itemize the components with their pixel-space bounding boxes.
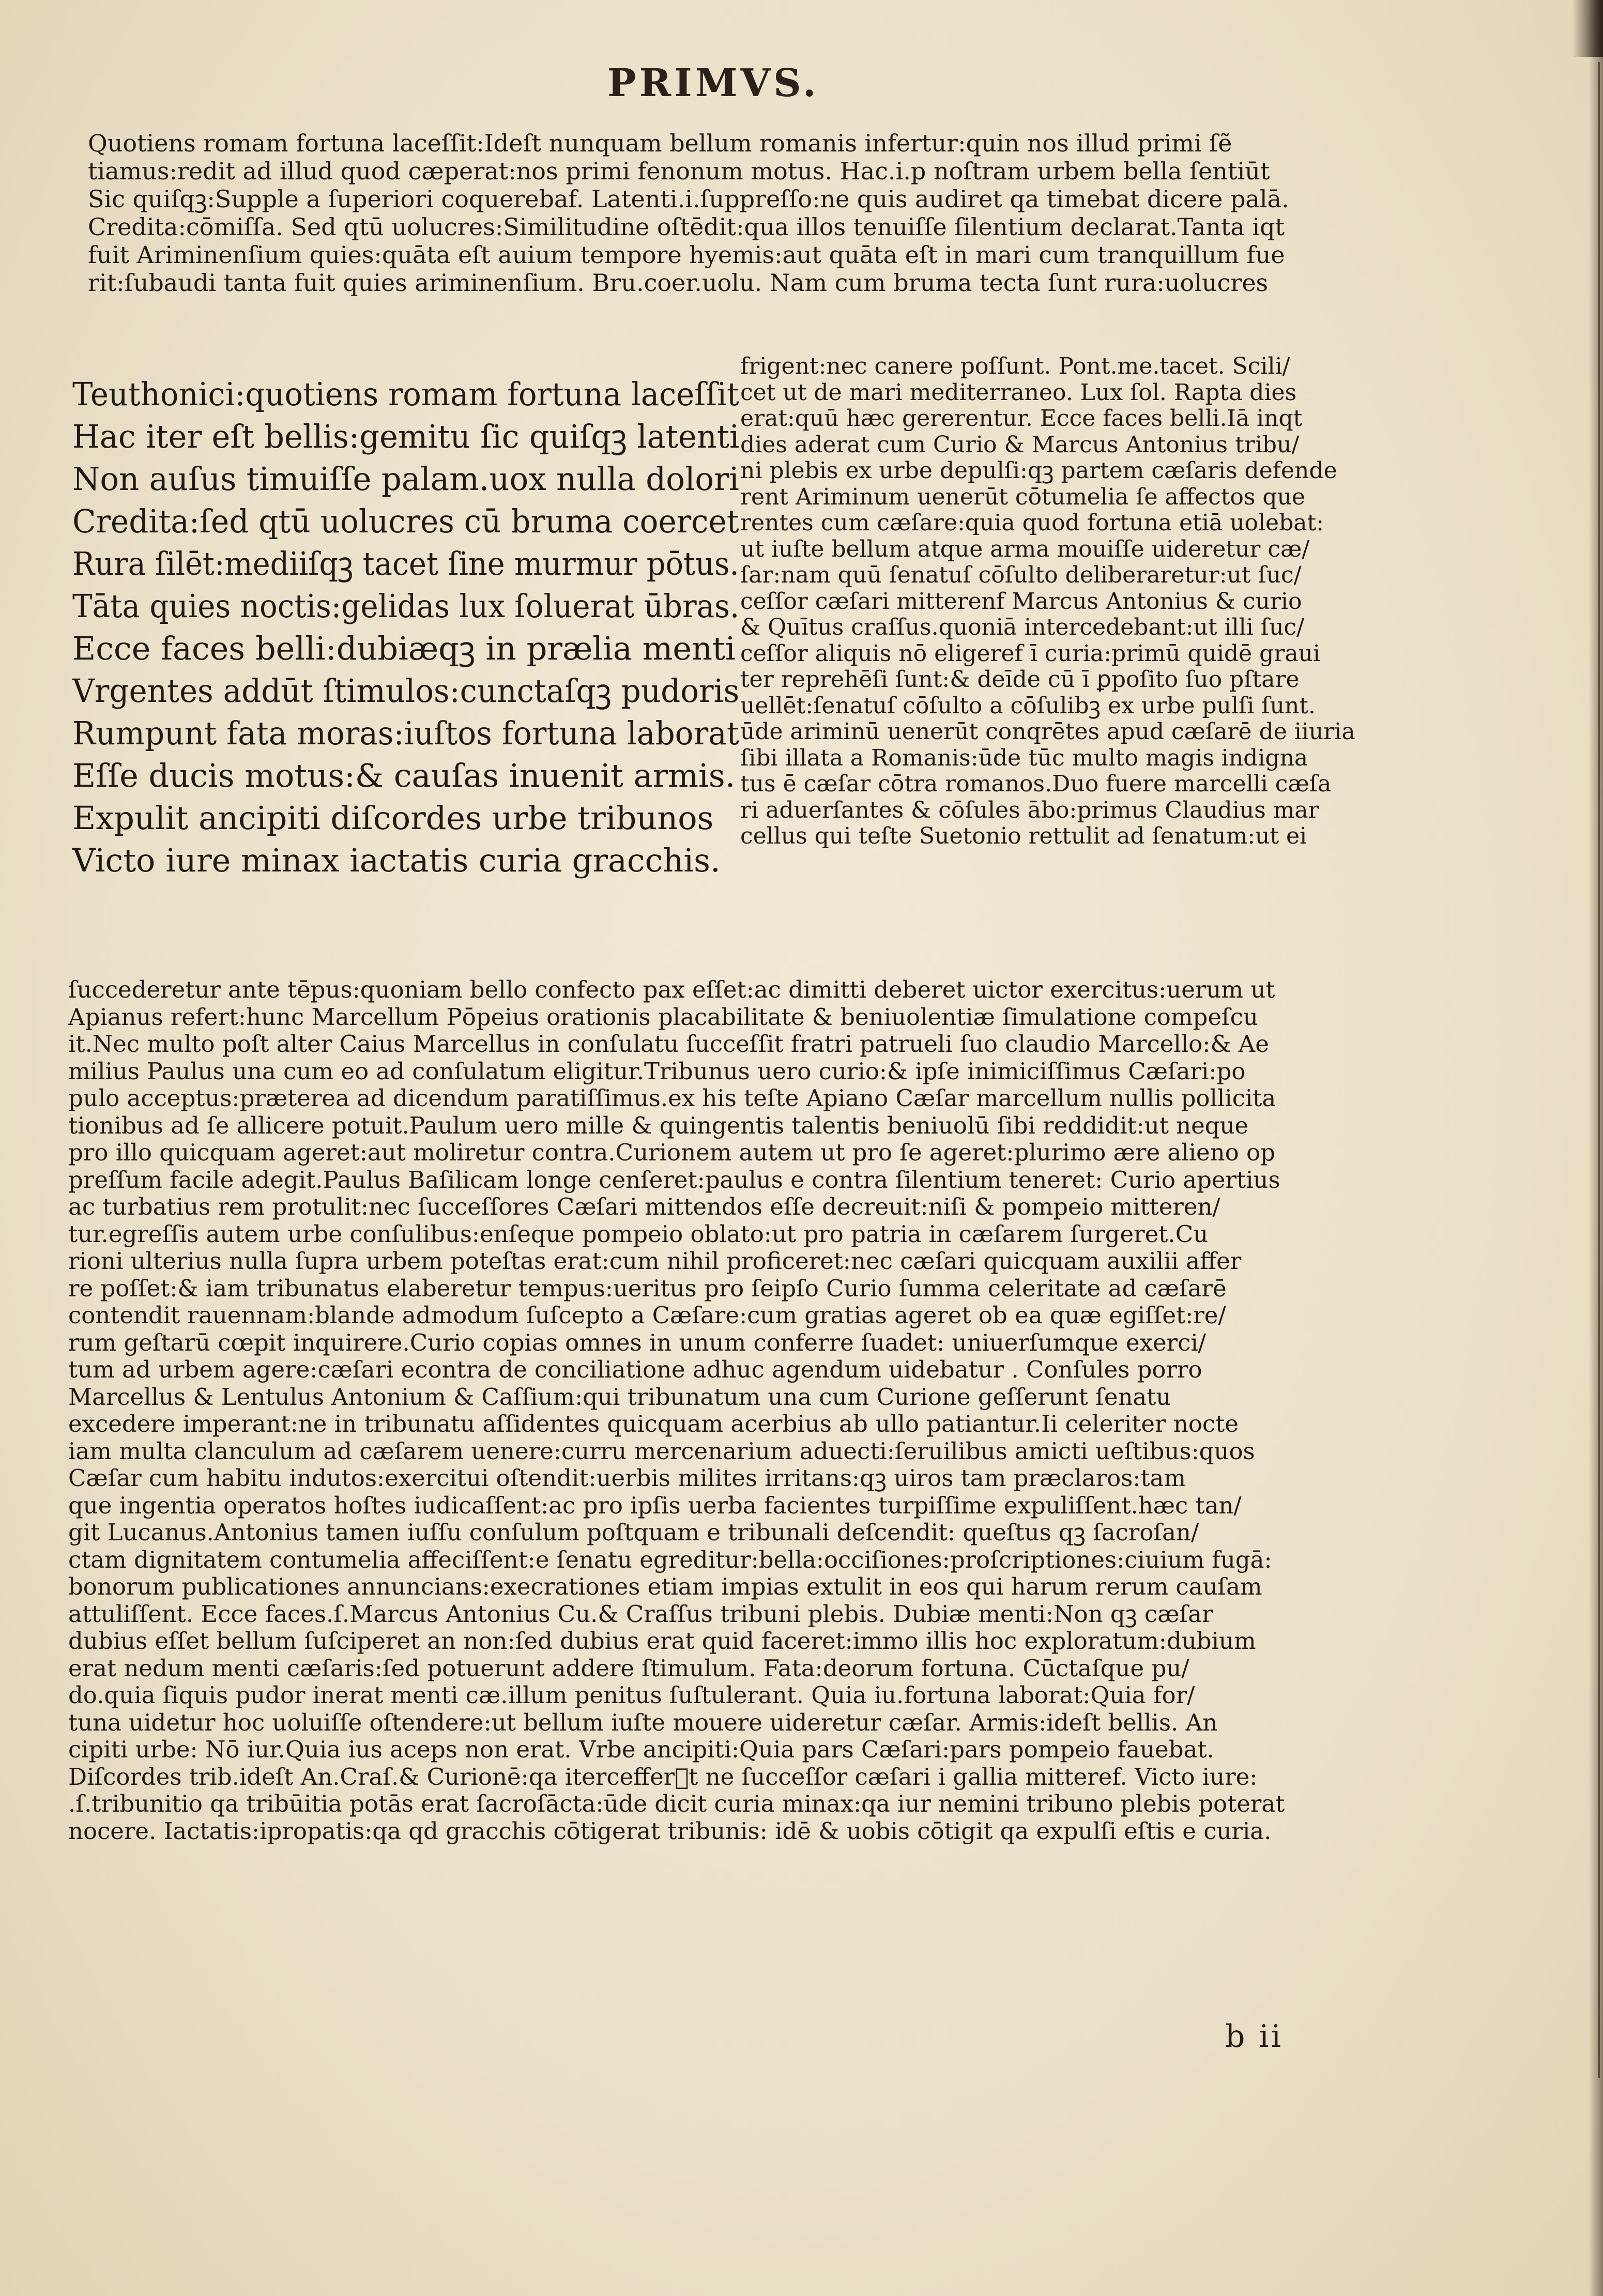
verse-line: Rumpunt fata moras:iuſtos fortuna laborat — [72, 714, 739, 752]
commentary-line: ctam dignitatem contumelia affeciſſent:e ſenatu egreditur:bella:occiſiones:proſcriptiones:ciuium fugā: — [68, 1545, 1272, 1573]
commentary-line: contendit rauennam:blande admodum ſuſcepto a Cæſare:cum gratias ageret ob ea quæ egiſſet:re/ — [68, 1302, 1226, 1329]
commentary-line: Credita:cōmiſſa. Sed qtū uolucres:Similitudine oſtēdit:qua illos tenuiſſe ſilentium declarat.Tanta iqt — [88, 213, 1285, 241]
verse-line: Rura ſilēt:mediiſqꝫ tacet ſine murmur pōtus. — [72, 545, 739, 583]
commentary-line: Quotiens romam fortuna laceſſit:Ideſt nunquam bellum romanis infertur:quin nos illud primi ſẽ — [88, 129, 1232, 157]
commentary-line: tum ad urbem agere:cæſari econtra de conciliatione adhuc agendum uidebatur . Conſules porro — [68, 1356, 1202, 1383]
page-corner-shadow — [1572, 0, 1603, 57]
side-commentary-line: rent Ariminum uenerūt cōtumelia ſe affectos que — [740, 483, 1305, 510]
verse-line: Teuthonici:quotiens romam fortuna laceſſit — [72, 375, 739, 413]
commentary-line: iam multa clanculum ad cæſarem uenere:curru mercenarium aduecti:ſeruilibus amicti ueſtibus:quos — [68, 1437, 1255, 1465]
commentary-line: do.quia ſiquis pudor inerat menti cæ.illum penitus ſuſtulerant. Quia iu.fortuna laborat:Quia for/ — [68, 1681, 1195, 1709]
verse-line: Expulit ancipiti diſcordes urbe tribunos — [72, 799, 714, 837]
commentary-line: Apianus refert:hunc Marcellum Pōpeius orationis placabilitate & beniuolentiæ ſimulatione compeſcu — [68, 1003, 1258, 1031]
commentary-line: tur.egreſſis autem urbe conſulibus:enſeque pompeio oblato:ut pro patria in cæſarem ſurgeret.Cu — [68, 1220, 1209, 1248]
side-commentary-line: ceſſor cæſari mitterenf Marcus Antonius & curio — [740, 588, 1302, 615]
commentary-line: fuit Ariminenſium quies:quāta eſt auium tempore hyemis:aut quāta eſt in mari cum tranquillum fue — [88, 241, 1285, 269]
side-commentary-line: ri aduerſantes & cōſules ābo:primus Claudius mar — [740, 797, 1319, 823]
side-commentary-line: ſar:nam quū ſenatuſ cōſulto deliberaretur:ut ſuc/ — [740, 562, 1302, 588]
commentary-line: erat nedum menti cæſaris:ſed potuerunt addere ſtimulum. Fata:deorum fortuna. Cūctaſque pu/ — [68, 1654, 1189, 1682]
page-edge-shadow — [1589, 0, 1603, 2296]
commentary-line: milius Paulus una cum eo ad conſulatum eligitur.Tribunus uero curio:& ipſe inimiciſſimus Cæſari:po — [68, 1057, 1246, 1085]
commentary-line: tionibus ad ſe allicere potuit.Paulum uero mille & quingentis talentis beniuolū ſibi reddidit:ut neque — [68, 1111, 1249, 1139]
side-commentary-line: ūde ariminū uenerūt conqrētes apud cæſarē de iiuria — [740, 718, 1355, 745]
commentary-line: pro illo quicquam ageret:aut moliretur contra.Curionem autem ut pro ſe ageret:plurimo ære alieno op — [68, 1139, 1275, 1166]
signature-mark: b ii — [1225, 2018, 1283, 2055]
commentary-line: re poſſet:& iam tribunatus elaberetur tempus:ueritus pro ſeipſo Curio ſumma celeritate ad cæſarē — [68, 1274, 1227, 1302]
side-commentary-line: dies aderat cum Curio & Marcus Antonius tribu/ — [740, 431, 1300, 458]
side-commentary-line: cellus qui teſte Suetonio rettulit ad ſenatum:ut ei — [740, 823, 1307, 849]
side-commentary-line: ceſſor aliquis nō eligeref ī curia:primū quidē graui — [740, 640, 1320, 667]
side-commentary-line: ni plebis ex urbe depulſi:qꝫ partem cæſaris defende — [740, 457, 1337, 484]
commentary-line: excedere imperant:ne in tribunatu aſſidentes quicquam acerbius ab ullo patiantur.Ii celeriter nocte — [68, 1410, 1239, 1437]
commentary-line: Diſcordes trib.ideſt An.Craſ.& Curionē:qa itercefferᷤt ne ſucceſſor cæſari i gallia mitteref. Victo iure: — [68, 1763, 1258, 1790]
commentary-line: Marcellus & Lentulus Antonium & Caſſium:qui tribunatum una cum Curione geſſerunt ſenatu — [68, 1383, 1171, 1411]
commentary-line: attuliſſent. Ecce faces.ſ.Marcus Antonius Cu.& Craſſus tribuni plebis. Dubiæ menti:Non qꝫ cæſar — [68, 1600, 1213, 1628]
verse-line: Vrgentes addūt ſtimulos:cunctaſqꝫ pudoris — [72, 672, 740, 710]
commentary-line: git Lucanus.Antonius tamen iuſſu conſulum poſtquam e tribunali deſcendit: queſtus qꝫ ſacroſan/ — [68, 1519, 1199, 1546]
commentary-line: ac turbatius rem protulit:nec ſucceſſores Cæſari mittendos eſſe decreuit:niſi & pompeio mitteren/ — [68, 1193, 1220, 1220]
commentary-line: ſuccederetur ante tēpus:quoniam bello confecto pax eſſet:ac dimitti deberet uictor exercitus:uerum ut — [68, 976, 1275, 1003]
commentary-line: rioni ulterius nulla ſupra urbem poteſtas erat:cum nihil proficeret:nec cæſari quicquam auxilii affer — [68, 1247, 1242, 1275]
side-commentary-line: uellēt:ſenatuſ cōſulto a cōſulibꝫ ex urbe pulſi ſunt. — [740, 692, 1316, 719]
binding-edge-line — [1598, 62, 1600, 2078]
side-commentary-line: ut iuſte bellum atque arma mouiſſe uideretur cæ/ — [740, 535, 1310, 562]
commentary-line: cipiti urbe: Nō iur.Quia ius aceps non erat. Vrbe ancipiti:Quia pars Cæſari:pars pompeio fauebat. — [68, 1736, 1214, 1763]
side-commentary-line: ter reprehēſi ſunt:& deīde cū ī ꝑpoſito ſuo pſtare — [740, 666, 1300, 693]
running-head: PRIMVS. — [607, 61, 819, 105]
side-commentary-line: tus ē cæſar cōtra romanos.Duo fuere marcelli cæſa — [740, 771, 1332, 797]
top-commentary-block — [88, 129, 1422, 297]
commentary-line: rum geſtarū cœpit inquirere.Curio copias omnes in unum conferre ſuadet: uniuerſumque exerci/ — [68, 1328, 1206, 1356]
commentary-line: que ingentia operatos hoſtes iudicaſſent:ac pro ipſis uerba facientes turpiſſime expuliſſent.hæc tan/ — [68, 1491, 1242, 1519]
side-commentary-line: cet ut de mari mediterraneo. Lux ſol. Rapta dies — [740, 379, 1297, 406]
bottom-commentary-block — [68, 976, 1433, 1845]
verse-line: Ecce faces belli:dubiæqꝫ in prælia menti — [72, 630, 736, 667]
commentary-line: preſſum facile adegit.Paulus Baſilicam longe cenſeret:paulus e contra ſilentium teneret: Curio apertius — [68, 1166, 1280, 1193]
verse-line: Tāta quies noctis:gelidas lux ſoluerat ūbras. — [72, 587, 740, 625]
commentary-line: tuna uidetur hoc uoluiſſe oſtendere:ut bellum iuſte mouere uideretur cæſar. Armis:ideſt bellis. An — [68, 1708, 1218, 1736]
commentary-line: dubius eſſet bellum ſuſciperet an non:ſed dubius erat quid faceret:immo illis hoc exploratum:dubium — [68, 1627, 1256, 1655]
commentary-line: it.Nec multo poſt alter Caius Marcellus in conſulatu ſucceſſit fratri patrueli ſuo claudio Marcello:& Ae — [68, 1030, 1269, 1058]
side-commentary-line: ſibi illata a Romanis:ūde tūc multo magis indigna — [740, 744, 1308, 771]
verse-line: Victo iure minax iactatis curia gracchis. — [72, 841, 721, 879]
commentary-line: Cæſar cum habitu indutos:exercitui oſtendit:uerbis milites irritans:qꝫ uiros tam præclaros:tam — [68, 1464, 1186, 1492]
commentary-line: tiamus:redit ad illud quod cæperat:nos primi fenonum motus. Hac.i.p noſtram urbem bella ſentiūt — [88, 157, 1270, 185]
verse-line: Hac iter eſt bellis:gemitu ſic quiſqꝫ latenti — [72, 418, 740, 455]
commentary-line: .ſ.tribunitio qa tribūitia potās erat ſacroſācta:ūde dicit curia minax:qa iur nemini tribuno plebis poterat — [68, 1790, 1285, 1817]
commentary-line: pulo acceptus:præterea ad dicendum paratiſſimus.ex his teſte Apiano Cæſar marcellum nullis pollicita — [68, 1084, 1276, 1112]
side-commentary-line: rentes cum cæſare:quia quod fortuna etiā uolebat: — [740, 510, 1324, 536]
commentary-line: bonorum publicationes annuncians:execrationes etiam impias extulit in eos qui harum rerum cauſam — [68, 1573, 1262, 1600]
side-commentary-line: erat:quū hæc gererentur. Ecce faces belli.Iā inqt — [740, 405, 1303, 432]
commentary-line: rit:ſubaudi tanta fuit quies ariminenſium. Bru.coer.uolu. Nam cum bruma tecta ſunt rura:uolucres — [88, 269, 1269, 297]
side-commentary-block — [740, 354, 1407, 850]
verse-line: Non auſus timuiſſe palam.uox nulla dolori — [72, 460, 739, 498]
verse-line: Credita:ſed qtū uolucres cū bruma coercet — [72, 502, 739, 540]
verse-line: Eſſe ducis motus:& cauſas inuenit armis. — [72, 757, 736, 794]
side-commentary-line: frigent:nec canere poſſunt. Pont.me.tacet. Scili/ — [740, 353, 1290, 379]
side-commentary-line: & Quītus craſſus.quoniā intercedebant:ut illi ſuc/ — [740, 614, 1304, 640]
commentary-line: Sic quiſqꝫ:Supple a ſuperiori coquerebaf. Latenti.i.ſuppreſſo:ne quis audiret qa timebat dicere palā. — [88, 185, 1289, 213]
commentary-line: nocere. Iactatis:ipropatis:qa qd gracchis cōtigerat tribunis: idē & uobis cōtigit qa expulſi eſtis e curia. — [68, 1817, 1272, 1845]
verse-text-block — [72, 373, 739, 882]
